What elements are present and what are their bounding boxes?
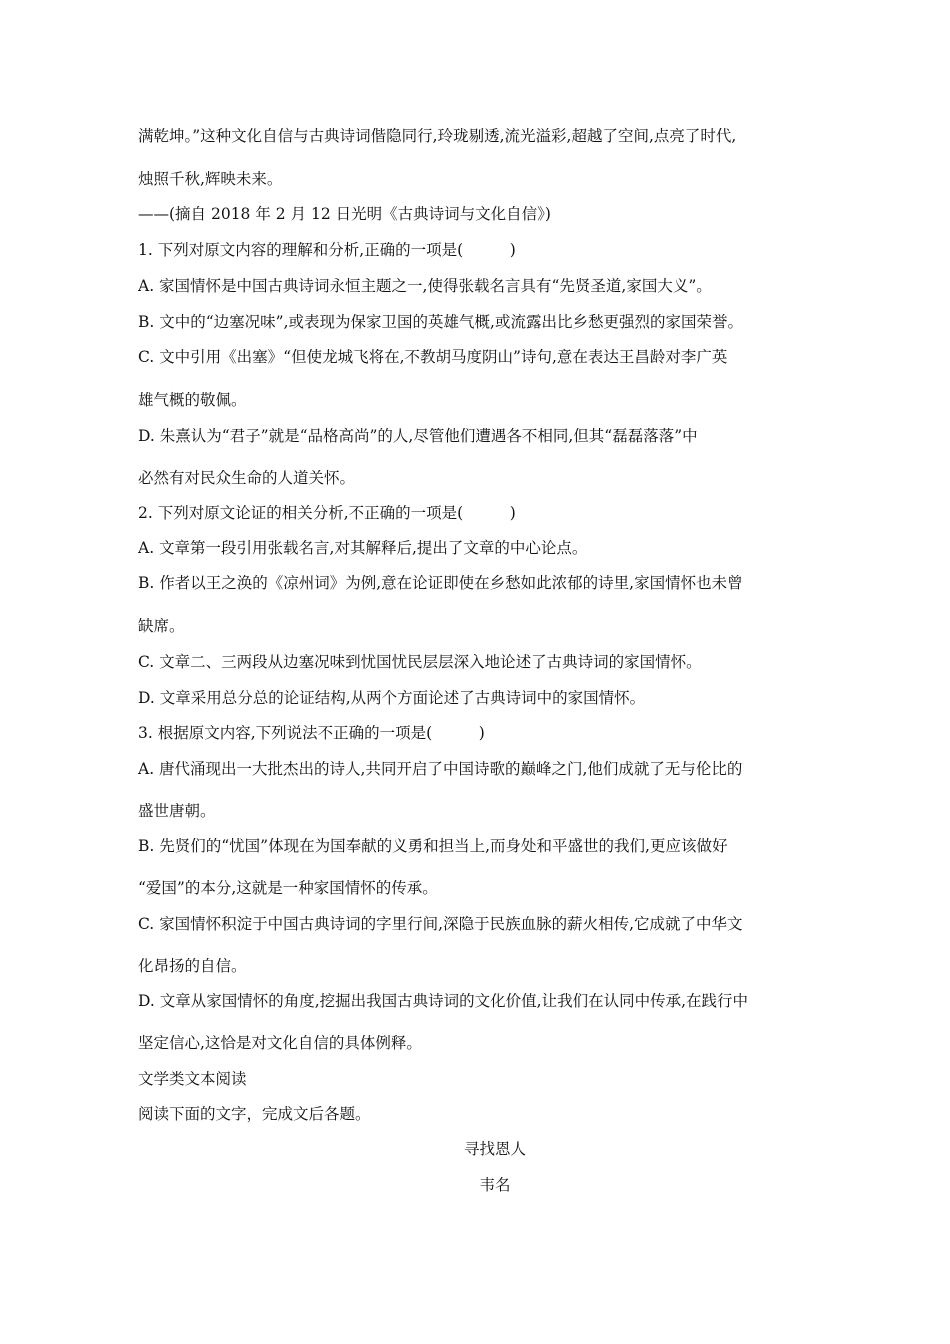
question-1-option-a: A. 家国情怀是中国古典诗词永恒主题之一,使得张载名言具有“先贤圣道,家国大义”。: [138, 277, 712, 295]
question-2-stem: 2. 下列对原文论证的相关分析,不正确的一项是( ): [138, 504, 516, 522]
question-3-option-b-line-1: B. 先贤们的“忧国”体现在为国奉献的义勇和担当上,而身处和平盛世的我们,更应该做好: [138, 837, 728, 855]
passage-line-2: 烛照千秋,辉映未来。: [138, 170, 283, 188]
question-3-option-c-line-2: 化昂扬的自信。: [138, 957, 247, 975]
passage-source: ——(摘自 2018 年 2 月 12 日光明《古典诗词与文化自信》): [138, 205, 551, 223]
question-2-option-b-line-2: 缺席。: [138, 617, 185, 635]
question-3-stem: 3. 根据原文内容,下列说法不正确的一项是( ): [138, 724, 485, 742]
section-heading: 文学类文本阅读: [138, 1070, 247, 1088]
question-1-option-d-line-2: 必然有对民众生命的人道关怀。: [138, 469, 356, 487]
story-title: 寻找恩人: [463, 1140, 526, 1158]
question-1-stem: 1. 下列对原文内容的理解和分析,正确的一项是( ): [138, 241, 516, 259]
question-1-option-b: B. 文中的“边塞况味”,或表现为保家卫国的英雄气概,或流露出比乡愁更强烈的家国荣誉。: [138, 313, 743, 331]
question-3-option-b-line-2: “爱国”的本分,这就是一种家国情怀的传承。: [138, 879, 438, 897]
question-3-option-c-line-1: C. 家国情怀积淀于中国古典诗词的字里行间,深隐于民族血脉的薪火相传,它成就了中华文: [138, 915, 743, 933]
story-author: 韦名: [479, 1176, 511, 1194]
question-1-option-d-line-1: D. 朱熹认为“君子”就是“品格高尚”的人,尽管他们遭遇各不相同,但其“磊磊落落”中: [138, 427, 698, 445]
question-2-option-d: D. 文章采用总分总的论证结构,从两个方面论述了古典诗词中的家国情怀。: [138, 689, 646, 707]
question-3-option-a-line-1: A. 唐代涌现出一大批杰出的诗人,共同开启了中国诗歌的巅峰之门,他们成就了无与伦比的: [138, 760, 743, 778]
question-3-option-a-line-2: 盛世唐朝。: [138, 802, 216, 820]
question-3-option-d-line-2: 坚定信心,这恰是对文化自信的具体例释。: [138, 1034, 422, 1052]
passage-line-1: 满乾坤。”这种文化自信与古典诗词偕隐同行,玲珑剔透,流光溢彩,超越了空间,点亮了时代,: [138, 127, 737, 145]
question-2-option-a: A. 文章第一段引用张载名言,对其解释后,提出了文章的中心论点。: [138, 539, 588, 557]
question-1-option-c-line-2: 雄气概的敬佩。: [138, 391, 247, 409]
question-1-option-c-line-1: C. 文中引用《出塞》“但使龙城飞将在,不教胡马度阴山”诗句,意在表达王昌龄对李广英: [138, 348, 728, 366]
question-3-option-d-line-1: D. 文章从家国情怀的角度,挖掘出我国古典诗词的文化价值,让我们在认同中传承,在践行中: [138, 992, 749, 1010]
section-instruction: 阅读下面的文字，完成文后各题。: [138, 1105, 371, 1123]
question-2-option-c: C. 文章二、三两段从边塞况味到忧国忧民层层深入地论述了古典诗词的家国情怀。: [138, 653, 702, 671]
question-2-option-b-line-1: B. 作者以王之涣的《凉州词》为例,意在论证即使在乡愁如此浓郁的诗里,家国情怀也未曾: [138, 574, 743, 592]
